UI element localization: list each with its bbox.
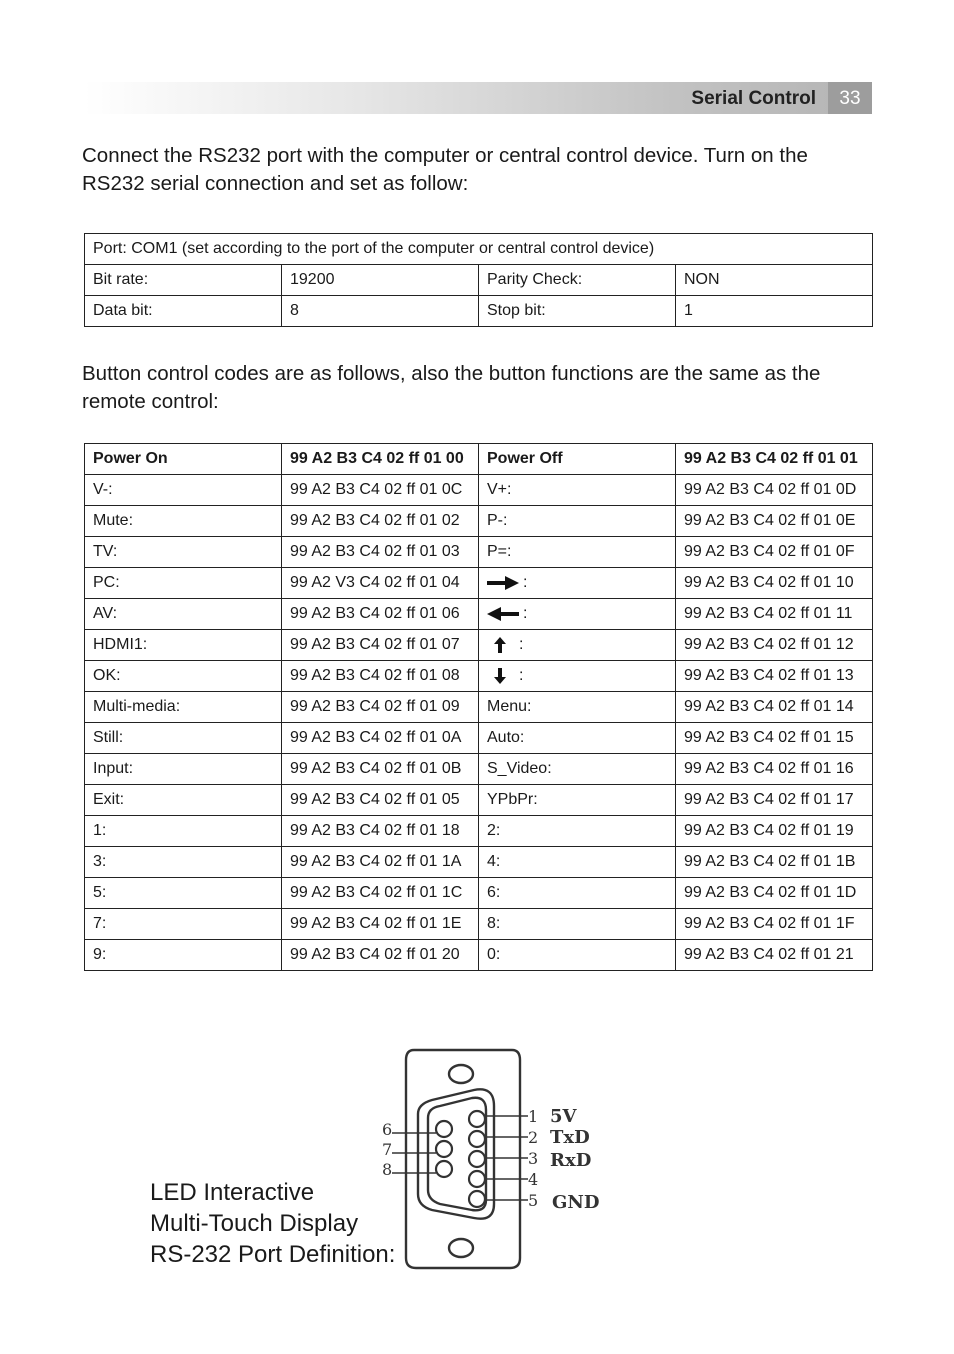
table-row (85, 265, 873, 296)
button-code: 99 A2 B3 C4 02 ff 01 03 (282, 537, 479, 568)
port-setting: Port: COM1 (set according to the port of the computer or central control device) (85, 234, 873, 265)
button-label: YPbPr: (479, 785, 676, 816)
table-row (85, 506, 873, 537)
button-label: OK: (85, 661, 282, 692)
pin-number-7: 7 (382, 1140, 393, 1159)
button-code: 99 A2 B3 C4 02 ff 01 18 (282, 816, 479, 847)
signal-rxd: RxD (550, 1150, 592, 1171)
pin-number-5: 5 (528, 1191, 539, 1210)
table-row (85, 630, 873, 661)
stop-bit-label: Stop bit: (479, 296, 676, 327)
button-code: 99 A2 B3 C4 02 ff 01 1A (282, 847, 479, 878)
caption-line: RS-232 Port Definition: (150, 1241, 396, 1268)
pin-number-6: 6 (382, 1120, 393, 1139)
table-row (85, 692, 873, 723)
table-row (85, 661, 873, 692)
button-code: 99 A2 B3 C4 02 ff 01 0E (676, 506, 873, 537)
table-row (85, 537, 873, 568)
button-code: 99 A2 B3 C4 02 ff 01 00 (282, 444, 479, 475)
table-row (85, 754, 873, 785)
pin-number-4: 4 (528, 1170, 539, 1189)
button-label-text: : (519, 636, 524, 653)
button-label: Input: (85, 754, 282, 785)
table-row (85, 940, 873, 971)
button-code: 99 A2 V3 C4 02 ff 01 04 (282, 568, 479, 599)
down-arrow-icon (487, 667, 519, 684)
signal-gnd: GND (552, 1192, 600, 1213)
button-label: 8: (479, 909, 676, 940)
parity-value: NON (676, 265, 873, 296)
button-label: 6: (479, 878, 676, 909)
page-number: 33 (828, 82, 872, 114)
button-label (479, 630, 676, 661)
header-bar (84, 82, 872, 114)
pin-leader-lines (392, 1116, 528, 1200)
left-arrow-icon (487, 605, 523, 622)
up-arrow-icon (487, 636, 519, 653)
button-codes-table (84, 443, 873, 971)
table-row (85, 234, 873, 265)
button-label: Power On (85, 444, 282, 475)
button-label (479, 661, 676, 692)
stop-bit-value: 1 (676, 296, 873, 327)
bit-rate-value: 19200 (282, 265, 479, 296)
button-code: 99 A2 B3 C4 02 ff 01 1D (676, 878, 873, 909)
button-label: 3: (85, 847, 282, 878)
button-label: V-: (85, 475, 282, 506)
table-row (85, 785, 873, 816)
pin-circles (436, 1111, 485, 1207)
button-code: 99 A2 B3 C4 02 ff 01 0B (282, 754, 479, 785)
button-code: 99 A2 B3 C4 02 ff 01 0D (676, 475, 873, 506)
button-code: 99 A2 B3 C4 02 ff 01 14 (676, 692, 873, 723)
button-label: PC: (85, 568, 282, 599)
button-label: Exit: (85, 785, 282, 816)
button-code: 99 A2 B3 C4 02 ff 01 09 (282, 692, 479, 723)
serial-settings-table (84, 233, 873, 327)
button-code: 99 A2 B3 C4 02 ff 01 17 (676, 785, 873, 816)
caption-line: LED Interactive (150, 1179, 315, 1206)
data-bit-value: 8 (282, 296, 479, 327)
button-label: HDMI1: (85, 630, 282, 661)
button-label (479, 599, 676, 630)
button-code: 99 A2 B3 C4 02 ff 01 20 (282, 940, 479, 971)
button-code: 99 A2 B3 C4 02 ff 01 12 (676, 630, 873, 661)
table-row (85, 296, 873, 327)
button-code: 99 A2 B3 C4 02 ff 01 21 (676, 940, 873, 971)
button-code: 99 A2 B3 C4 02 ff 01 19 (676, 816, 873, 847)
button-label-text: : (523, 574, 528, 591)
button-label: AV: (85, 599, 282, 630)
pin-number-8: 8 (382, 1160, 393, 1179)
codes-intro-paragraph: Button control codes are as follows, also the button functions are the same as the remote control: (82, 362, 821, 413)
button-code: 99 A2 B3 C4 02 ff 01 13 (676, 661, 873, 692)
button-code: 99 A2 B3 C4 02 ff 01 08 (282, 661, 479, 692)
button-label (479, 568, 676, 599)
button-code: 99 A2 B3 C4 02 ff 01 10 (676, 568, 873, 599)
pin-signals (550, 1106, 599, 1213)
pin-number-2: 2 (528, 1128, 539, 1147)
table-row (85, 568, 873, 599)
pin-number-3: 3 (528, 1149, 539, 1168)
button-label: 2: (479, 816, 676, 847)
button-code: 99 A2 B3 C4 02 ff 01 05 (282, 785, 479, 816)
table-row (85, 444, 873, 475)
button-label-text: : (519, 667, 524, 684)
button-label: Mute: (85, 506, 282, 537)
table-row (85, 475, 873, 506)
button-code: 99 A2 B3 C4 02 ff 01 0F (676, 537, 873, 568)
table-row (85, 723, 873, 754)
button-code: 99 A2 B3 C4 02 ff 01 07 (282, 630, 479, 661)
table-row (85, 847, 873, 878)
button-label: Power Off (479, 444, 676, 475)
table-row (85, 878, 873, 909)
section-title: Serial Control (691, 88, 816, 109)
port-definition-caption (150, 1177, 395, 1270)
button-label: Still: (85, 723, 282, 754)
bit-rate-label: Bit rate: (85, 265, 282, 296)
button-label: V+: (479, 475, 676, 506)
button-label: 4: (479, 847, 676, 878)
signal-txd: TxD (550, 1127, 590, 1148)
button-code: 99 A2 B3 C4 02 ff 01 1B (676, 847, 873, 878)
connector-outline (406, 1050, 520, 1268)
button-label: 9: (85, 940, 282, 971)
button-code: 99 A2 B3 C4 02 ff 01 1C (282, 878, 479, 909)
button-label-text: : (523, 605, 528, 622)
intro-paragraph: Connect the RS232 port with the computer or central control device. Turn on the RS232 serial connection and set as follow: (82, 144, 808, 195)
table-row (85, 909, 873, 940)
button-label: P=: (479, 537, 676, 568)
button-code: 99 A2 B3 C4 02 ff 01 15 (676, 723, 873, 754)
button-code: 99 A2 B3 C4 02 ff 01 01 (676, 444, 873, 475)
button-code: 99 A2 B3 C4 02 ff 01 16 (676, 754, 873, 785)
right-arrow-icon (487, 574, 523, 591)
caption-line: Multi-Touch Display (150, 1210, 359, 1237)
button-label: TV: (85, 537, 282, 568)
button-code: 99 A2 B3 C4 02 ff 01 06 (282, 599, 479, 630)
signal-5v: 5V (550, 1106, 577, 1127)
button-code: 99 A2 B3 C4 02 ff 01 0A (282, 723, 479, 754)
button-code: 99 A2 B3 C4 02 ff 01 1E (282, 909, 479, 940)
button-label: Auto: (479, 723, 676, 754)
button-label: Multi-media: (85, 692, 282, 723)
pin-number-1: 1 (528, 1107, 539, 1126)
button-code: 99 A2 B3 C4 02 ff 01 02 (282, 506, 479, 537)
button-label: 1: (85, 816, 282, 847)
data-bit-label: Data bit: (85, 296, 282, 327)
button-code: 99 A2 B3 C4 02 ff 01 11 (676, 599, 873, 630)
table-row (85, 599, 873, 630)
table-row (85, 816, 873, 847)
button-label: 5: (85, 878, 282, 909)
button-label: 7: (85, 909, 282, 940)
button-label: 0: (479, 940, 676, 971)
rs232-connector-diagram (378, 1044, 600, 1274)
button-label: S_Video: (479, 754, 676, 785)
button-code: 99 A2 B3 C4 02 ff 01 0C (282, 475, 479, 506)
button-code: 99 A2 B3 C4 02 ff 01 1F (676, 909, 873, 940)
button-label: Menu: (479, 692, 676, 723)
button-label: P-: (479, 506, 676, 537)
parity-label: Parity Check: (479, 265, 676, 296)
